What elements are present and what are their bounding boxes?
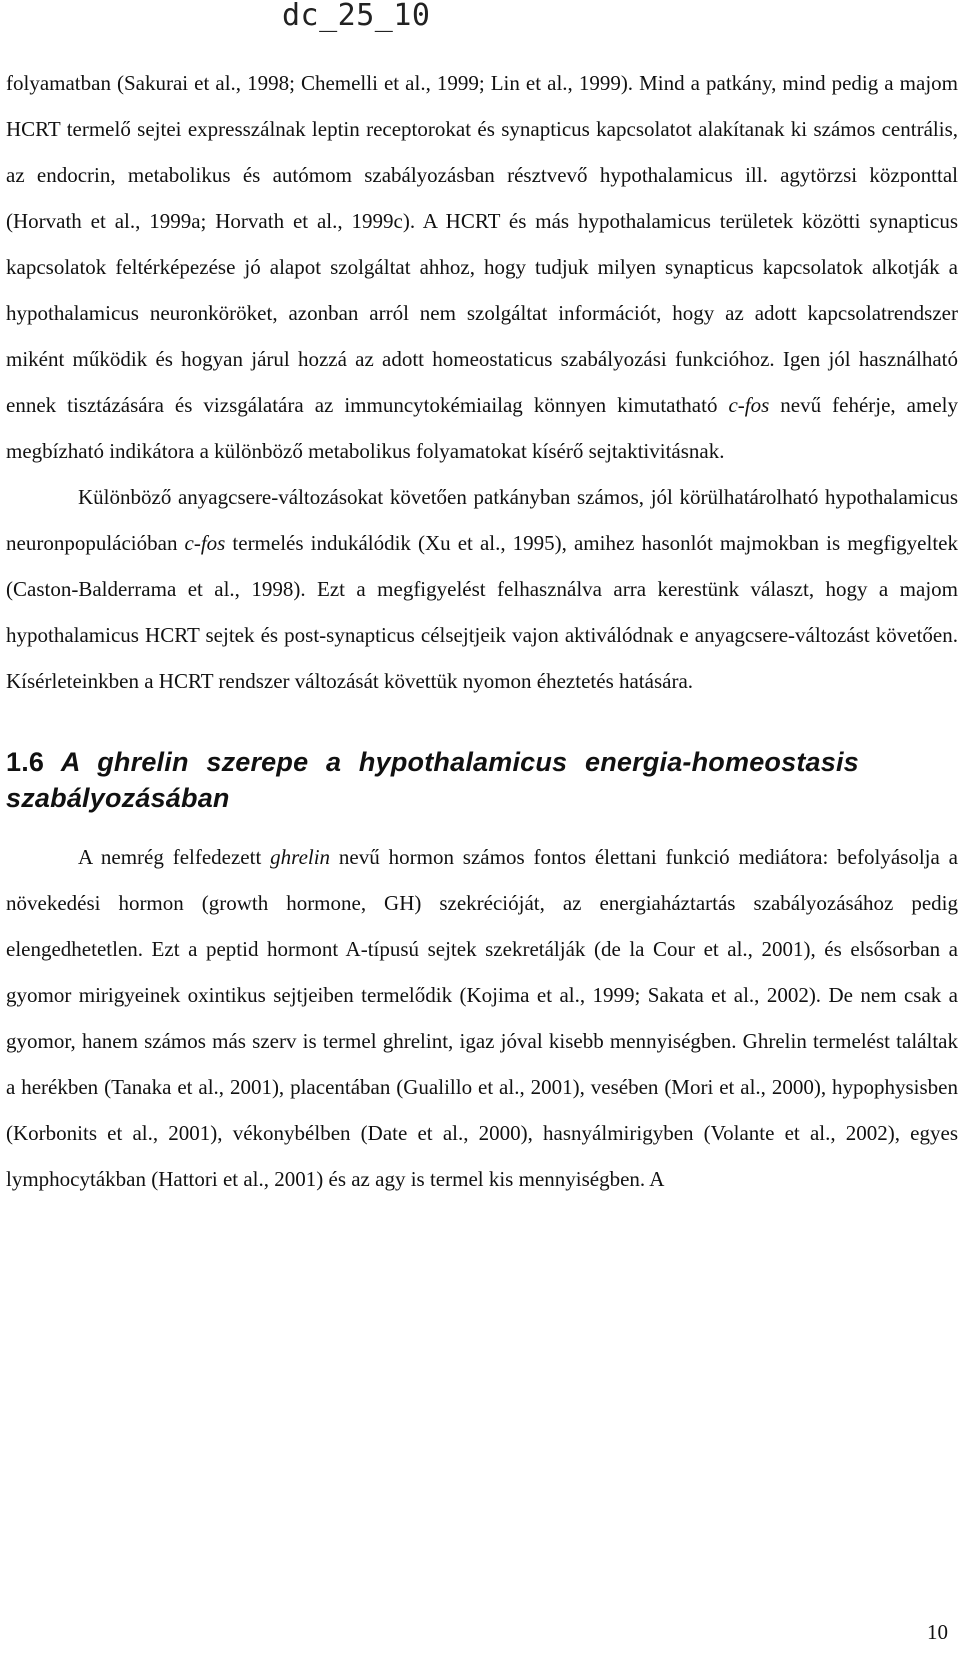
paragraph-2 xyxy=(6,474,958,704)
paragraph-2-italic: c-fos xyxy=(184,531,226,555)
paragraph-3-text-after: nevű hormon számos fontos élettani funkció mediátora: befolyásolja a növekedési hormon (growth hormone, GH) szekrécióját, az energiaháztartás szabályozásához pedig elengedhetetlen. Ezt a peptid hormont A-típusú sejtek szekretálják (de la Cour et al., 2001), és elsősorban a gyomor mirigyeinek oxintikus sejtjeiben termelődik (Kojima et al., 1999; Sakata et al., 2002). De nem csak a gyomor, hanem számos más szerv is termel ghrelint, igaz jóval kisebb mennyiségben. Ghrelin termelést találtak a herékben (Tanaka et al., 2001), placentában (Gualillo et al., 2001), vesében (Mori et al., 2000), hypophysisben (Korbonits et al., 2001), vékonybélben (Date et al., 2000), hasnyálmirigyben (Volante et al., 2002), egyes lymphocytákban (Hattori et al., 2001) és az agy is termel kis mennyiségben. A xyxy=(6,845,958,1191)
document-id-mark: dc_25_10 xyxy=(282,0,431,33)
paragraph-3-italic: ghrelin xyxy=(270,845,331,869)
paragraph-3 xyxy=(6,834,958,1202)
paragraph-1-text: folyamatban (Sakurai et al., 1998; Chemelli et al., 1999; Lin et al., 1999). Mind a patkány, mind pedig a majom HCRT termelő sejtei expresszálnak leptin receptorokat és synapticus kapcsolatot alakítanak ki számos centrális, az endocrin, metabolikus és autómom szabályozásban résztvevő hypothalamicus ill. agytörzsi központtal (Horvath et al., 1999a; Horvath et al., 1999c). A HCRT és más hypothalamicus területek közötti synapticus kapcsolatok feltérképezése jó alapot szolgáltat ahhoz, hogy tudjuk milyen synapticus kapcsolatok alkotják a hypothalamicus neuronköröket, azonban arról nem szolgáltat információt, hogy az adott kapcsolatrendszer miként működik és hogyan járul hozzá az adott homeostaticus szabályozási funkcióhoz. Igen jól használható ennek tisztázására és vizsgálatára az immuncytokémiailag könnyen kimutatható xyxy=(6,71,958,417)
section-heading xyxy=(6,744,958,816)
paragraph-1-italic: c-fos xyxy=(728,393,770,417)
section-title: A ghrelin szerepe a hypothalamicus energia-homeostasis szabályozásában xyxy=(6,747,859,813)
section-spacer xyxy=(6,704,958,744)
paragraph-1-text-after: nevű fehérje, amely megbízható indikátora a különböző metabolikus folyamatokat kísérő sejtaktivitásnak. xyxy=(6,393,958,463)
paragraph-2-text-after: termelés indukálódik (Xu et al., 1995), amihez hasonlót majmokban is megfigyeltek (Caston-Balderrama et al., 1998). Ezt a megfigyelést felhasználva arra kerestünk választ, hogy a majom hypothalamicus HCRT sejtek és post-synapticus célsejtjeik vajon aktiválódnak e anyagcsere-változást követően. Kísérleteinkben a HCRT rendszer változását követtük nyomon éheztetés hatására. xyxy=(6,531,958,693)
page-body xyxy=(6,60,958,1202)
section-number: 1.6 xyxy=(6,747,45,777)
page-number: 10 xyxy=(927,1620,948,1644)
paragraph-2-text-before: Különböző anyagcsere-változásokat követően patkányban számos, jól körülhatárolható hypothalamicus neuronpopulációban xyxy=(6,485,958,555)
paragraph-3-text-before: A nemrég felfedezett xyxy=(78,845,271,869)
paragraph-1 xyxy=(6,60,958,474)
